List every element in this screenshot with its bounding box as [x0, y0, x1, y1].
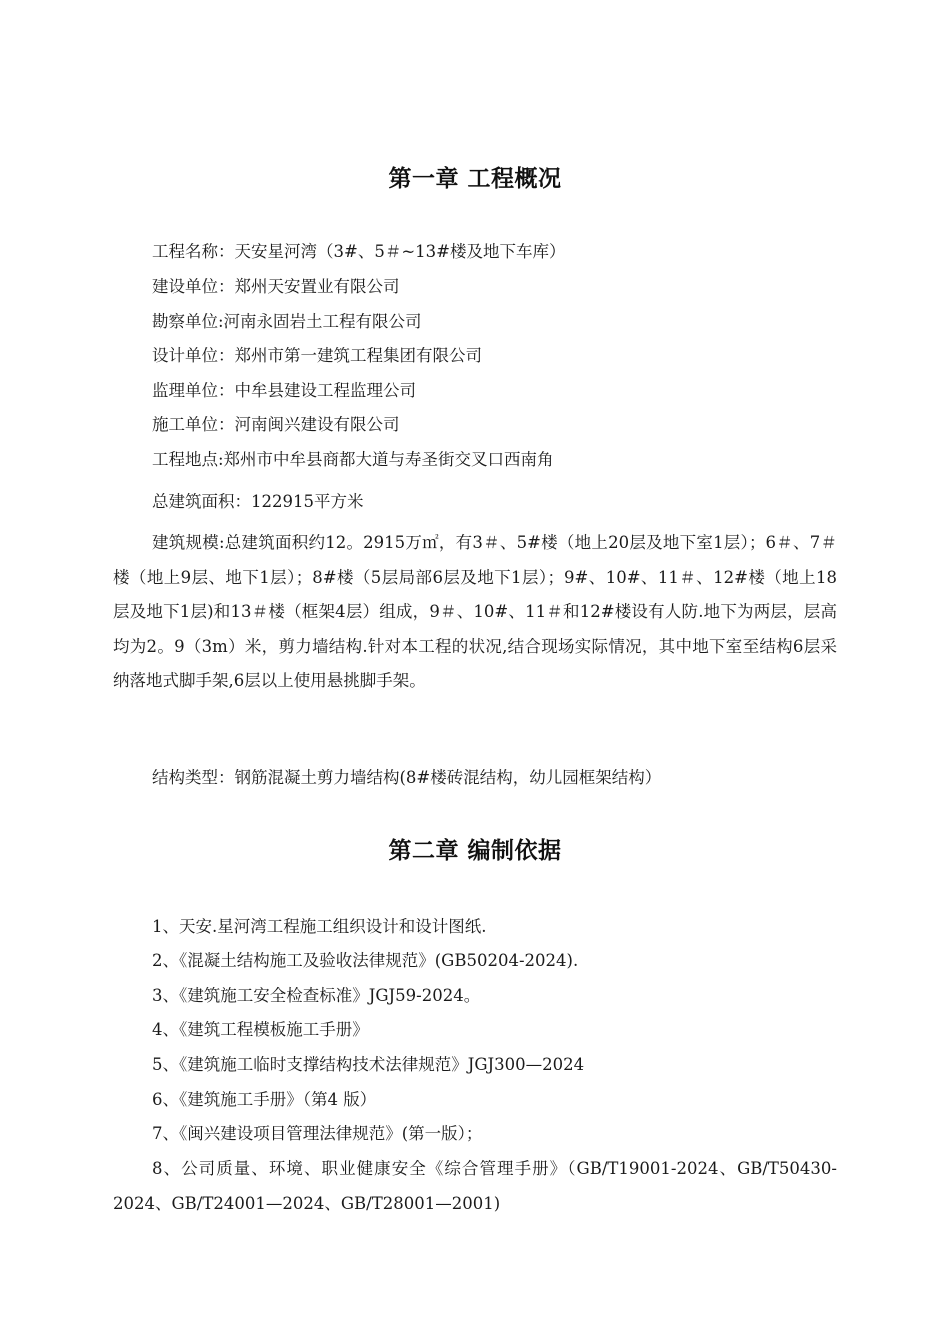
basis-item-5: 5、《建筑施工临时支撑结构技术法律规范》JGJ300—2024 [152, 1055, 585, 1074]
project-name-line: 工程名称：天安星河湾（3#、5＃~13#楼及地下车库） [152, 242, 566, 261]
design-unit-line: 设计单位：郑州市第一建筑工程集团有限公司 [152, 346, 482, 365]
chapter-1-title: 第一章 工程概况 [388, 166, 562, 192]
developer-line: 建设单位：郑州天安置业有限公司 [152, 277, 400, 296]
project-location-line: 工程地点:郑州市中牟县商都大道与寿圣街交叉口西南角 [152, 450, 554, 469]
survey-unit-line: 勘察单位:河南永固岩土工程有限公司 [152, 312, 422, 331]
total-area-line: 总建筑面积：122915平方米 [152, 492, 364, 511]
construction-unit-line: 施工单位：河南闽兴建设有限公司 [152, 415, 400, 434]
building-scale-paragraph: 建筑规模:总建筑面积约12。2915万㎡，有3＃、5#楼（地上20层及地下室1层）；6＃、7＃楼（地上9层、地下1层）；8#楼（5层局部6层及地下1层）；9#、10#、11＃、12#楼（地上18层及地下1层)和13＃楼（框架4层）组成，9＃、10#、11＃和12#楼设有人防.地下为两层，层高均为2。9（3m）米，剪力墙结构.针对本工程的状况,结合现场实际情况，其中地下室至结构6层采纳落地式脚手架,6层以上使用悬挑脚手架。 [113, 533, 837, 690]
supervision-unit-line: 监理单位：中牟县建设工程监理公司 [152, 381, 416, 400]
basis-item-2: 2、《混凝土结构施工及验收法律规范》(GB50204-2024). [152, 951, 579, 970]
basis-item-8: 8、公司质量、环境、职业健康安全《综合管理手册》（GB/T19001-2024、GB/T50430-2024、GB/T24001—2024、GB/T28001—2001) [113, 1159, 837, 1213]
chapter-2-title: 第二章 编制依据 [388, 838, 562, 864]
basis-item-1: 1、天安.星河湾工程施工组织设计和设计图纸. [152, 917, 487, 936]
basis-item-6: 6、《建筑施工手册》（第4 版） [152, 1090, 377, 1109]
basis-item-3: 3、《建筑施工安全检查标准》JGJ59-2024。 [152, 986, 481, 1005]
structure-type-line: 结构类型：钢筋混凝土剪力墙结构(8#楼砖混结构，幼儿园框架结构） [152, 768, 662, 787]
basis-item-7: 7、《闽兴建设项目管理法律规范》(第一版）； [152, 1124, 483, 1143]
basis-item-4: 4、《建筑工程模板施工手册》 [152, 1020, 369, 1039]
